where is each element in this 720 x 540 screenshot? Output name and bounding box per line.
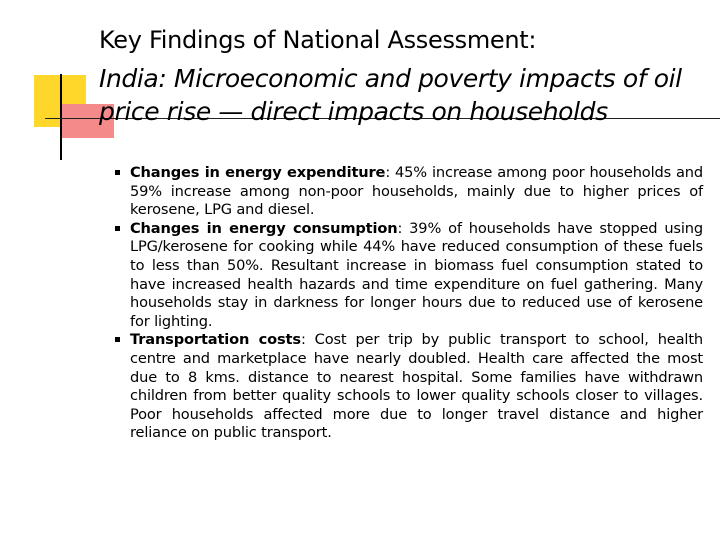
bullet-text: : 45% increase among poor households and 59% increase among non-poor households, mainly due to higher prices of kerosene, LPG and diesel. <box>130 164 704 219</box>
bullet-square-icon <box>115 170 120 175</box>
bullet-item-energy-consumption <box>113 220 703 332</box>
decor-vertical-line <box>60 74 62 160</box>
bullet-heading: Transportation costs <box>130 331 301 349</box>
bullet-list <box>113 164 703 443</box>
bullet-square-icon <box>115 337 120 342</box>
slide-title: Key Findings of National Assessment: <box>99 26 537 54</box>
bullet-heading: Changes in energy consumption <box>130 219 398 237</box>
bullet-text: : Cost per trip by public transport to school, health centre and marketplace have nearly doubled. Health care affected the most due to 8 kms. distance to nearest hospital. Some families have withdrawn children from better quality schools to lower quality schools closer to villages. Poor households affected more due to longer travel distance and higher reliance on public transport. <box>130 331 704 442</box>
bullet-heading: Changes in energy expenditure <box>130 164 386 181</box>
bullet-text: : 39% of households have stopped using LPG/kerosene for cooking while 44% have reduced consumption of these fuels to less than 50%. Resultant increase in biomass fuel consumption stated to have increased health hazards and time expenditure on fuel gathering. Many households stay in darkness for longer hours due to reduced use of kerosene for lighting. <box>130 219 703 330</box>
bullet-item-transportation-costs <box>113 331 703 443</box>
slide-subtitle: India: Microeconomic and poverty impacts of oil price rise — direct impacts on households <box>99 64 682 126</box>
bullet-item-energy-expenditure <box>113 164 703 220</box>
bullet-square-icon <box>115 226 120 231</box>
